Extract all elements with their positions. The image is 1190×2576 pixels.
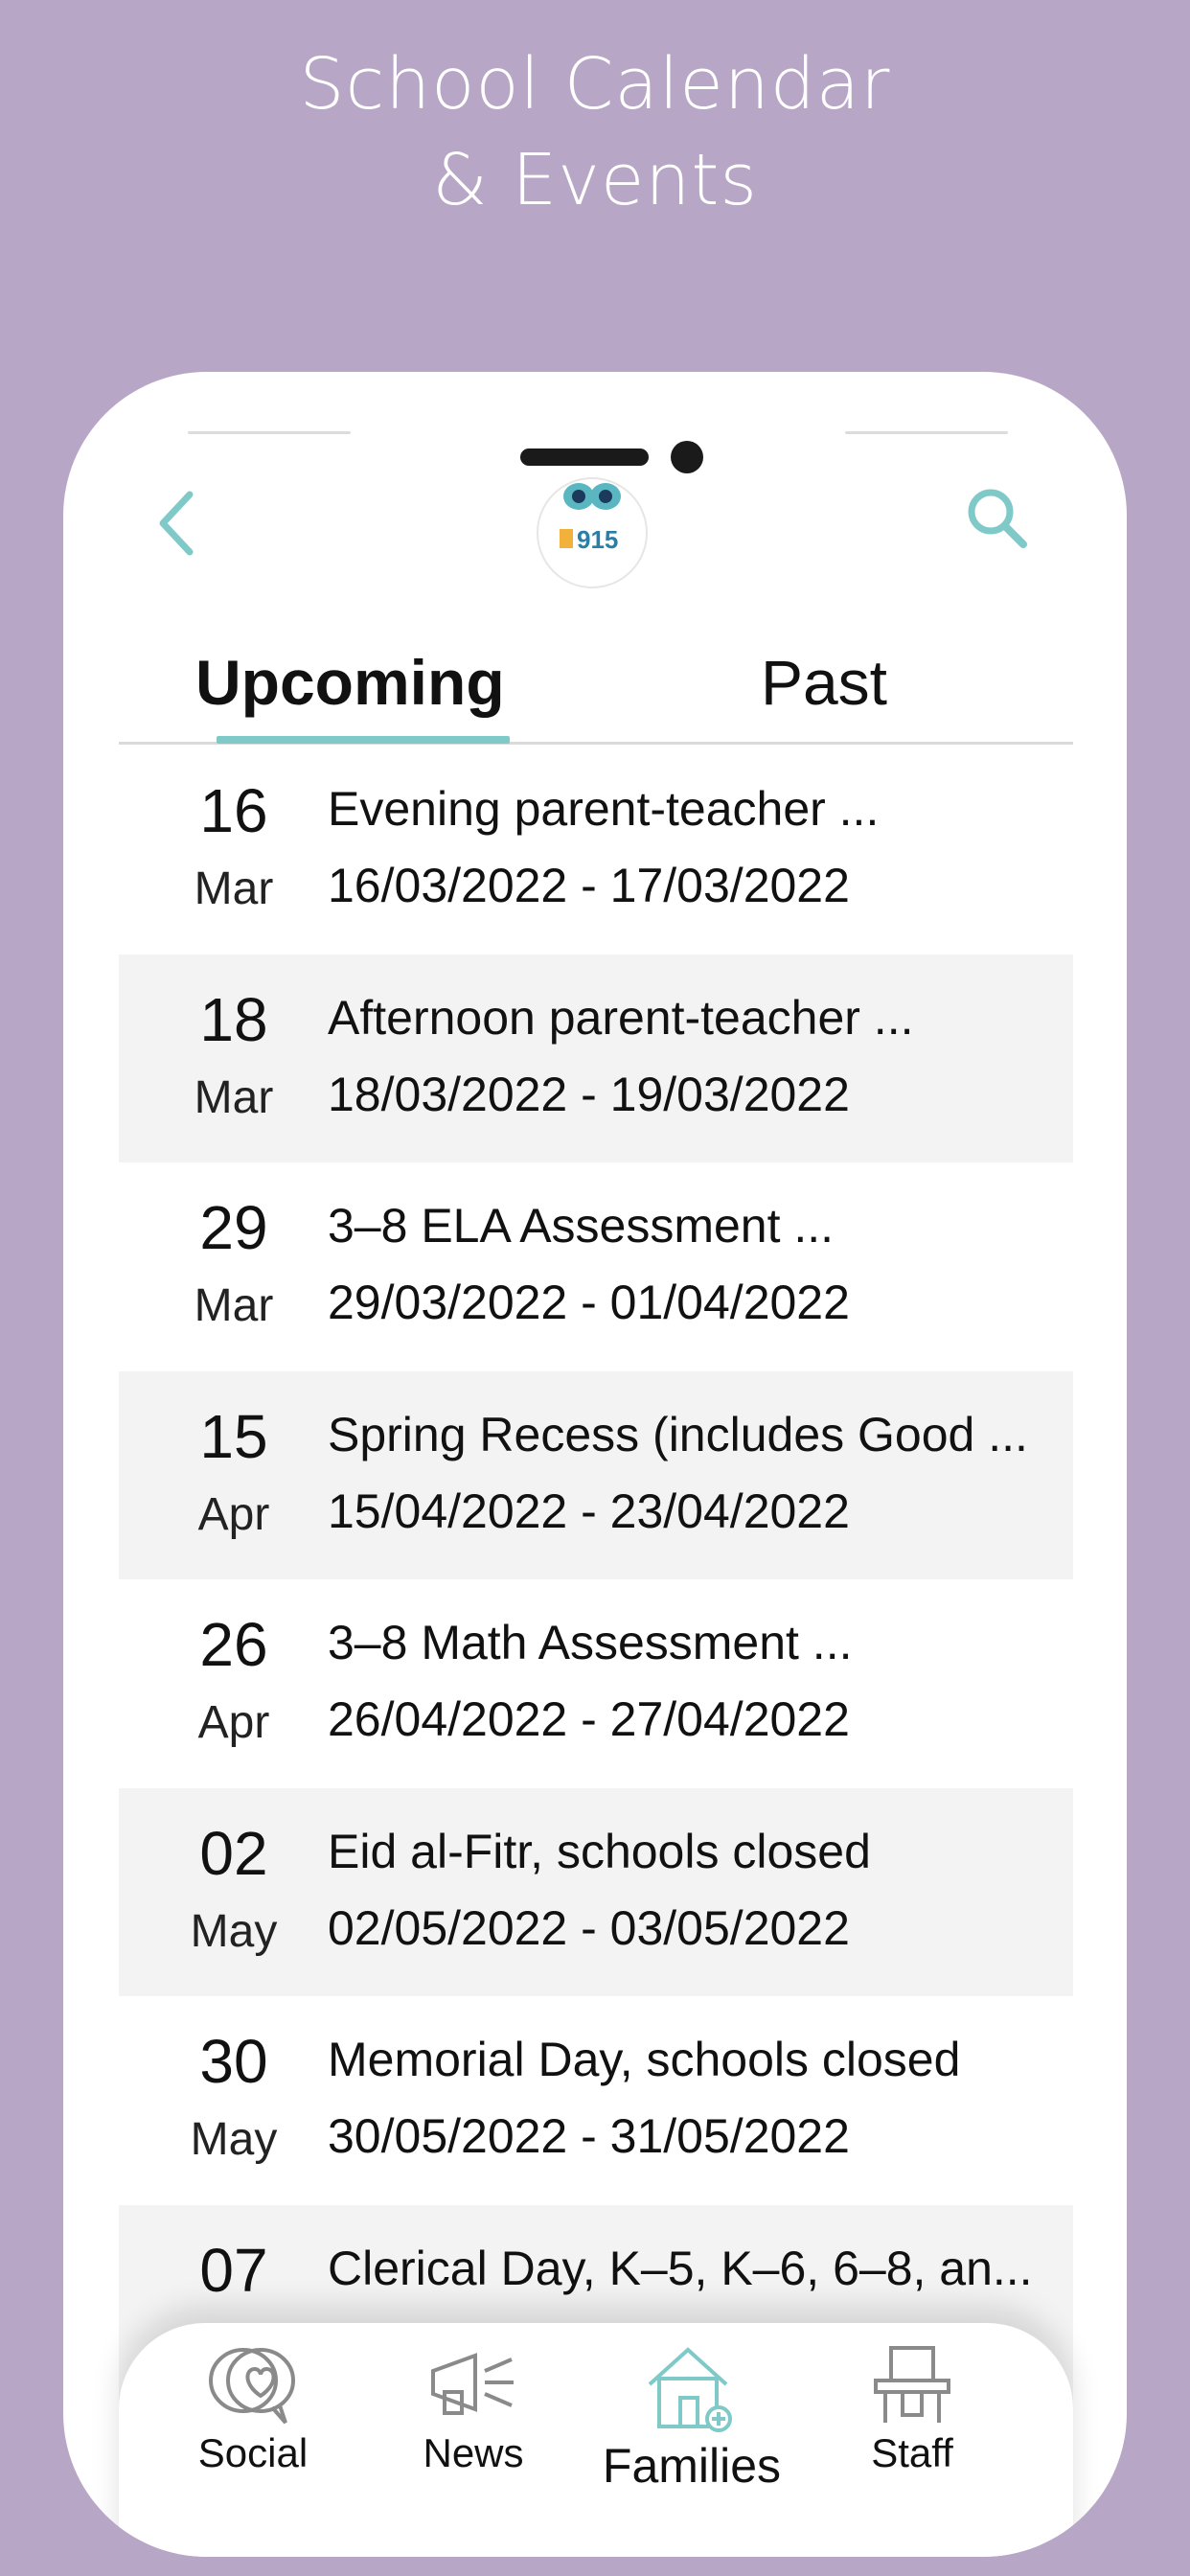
event-date-range: 16/03/2022 - 17/03/2022 [328,859,850,912]
notch-line-left [188,431,351,434]
list-item[interactable] [119,1996,1073,2205]
notch-line-right [845,431,1008,434]
tab-past[interactable]: Past [760,647,888,718]
nav-staff[interactable] [826,2342,998,2476]
megaphone-icon [425,2342,521,2426]
event-day: 26 [199,1610,268,1679]
event-day: 15 [199,1401,268,1471]
logo-number: 915 [577,525,619,554]
nav-news[interactable] [387,2342,560,2476]
promo-title-line1: School Calendar [299,43,891,126]
event-day: 02 [199,1818,268,1888]
list-item[interactable] [119,746,1073,954]
event-title: Memorial Day, schools closed [328,2033,961,2086]
house-icon [644,2342,740,2434]
event-day: 29 [199,1193,268,1262]
nav-news-label: News [423,2430,524,2475]
phone-screen [63,372,1127,2557]
nav-families-label: Families [602,2439,782,2493]
event-day: 07 [199,2235,268,2305]
tab-upcoming[interactable]: Upcoming [195,647,505,718]
nav-social-label: Social [197,2430,309,2475]
event-month: May [190,2114,278,2165]
speaker-icon [520,448,649,466]
search-button[interactable] [960,481,1037,558]
event-date-range: 18/03/2022 - 19/03/2022 [328,1067,850,1121]
camera-icon [671,441,703,473]
list-item[interactable] [119,954,1073,1163]
event-date-range: 15/04/2022 - 23/04/2022 [328,1484,850,1538]
chevron-left-icon [148,485,205,562]
nav-social[interactable] [167,2342,339,2476]
promo-heading [0,36,1190,228]
event-month: May [190,1905,278,1957]
nav-staff-label: Staff [871,2430,953,2475]
promo-title-line2: & Events [432,139,758,221]
event-date-range: 02/05/2022 - 03/05/2022 [328,1900,850,1955]
event-date-range: 30/05/2022 - 31/05/2022 [328,2109,850,2163]
event-title: Eid al-Fitr, schools closed [328,1824,871,1878]
list-item[interactable] [119,1371,1073,1580]
event-day: 16 [199,776,268,845]
event-title: Clerical Day, K–5, K–6, 6–8, an... [328,2241,1033,2295]
event-tabs [119,623,1073,745]
event-month: Mar [194,863,274,914]
list-item[interactable] [119,1788,1073,1997]
event-list [119,746,1073,2413]
event-title: 3–8 Math Assessment ... [328,1616,853,1669]
event-date-range: 29/03/2022 - 01/04/2022 [328,1276,850,1329]
active-tab-indicator [217,736,510,744]
nav-families[interactable] [596,2342,788,2494]
back-button[interactable] [148,485,205,562]
event-title: Afternoon parent-teacher ... [328,990,914,1045]
staff-icon [864,2342,960,2426]
event-title: 3–8 ELA Assessment ... [328,1199,835,1253]
event-month: Mar [194,1280,274,1331]
event-title: Spring Recess (includes Good ... [328,1407,1028,1461]
event-title: Evening parent-teacher ... [328,782,880,836]
event-month: Apr [197,1697,270,1748]
list-item[interactable] [119,1162,1073,1371]
event-date-range: 26/04/2022 - 27/04/2022 [328,1692,850,1746]
school-logo [537,477,648,588]
bottom-navigation [119,2323,1073,2557]
search-icon [960,481,1037,558]
event-day: 18 [199,984,268,1054]
social-icon [205,2342,301,2426]
event-month: Mar [194,1071,274,1123]
event-month: Apr [197,1488,270,1540]
event-day: 30 [199,2027,268,2096]
list-item[interactable] [119,1579,1073,1788]
